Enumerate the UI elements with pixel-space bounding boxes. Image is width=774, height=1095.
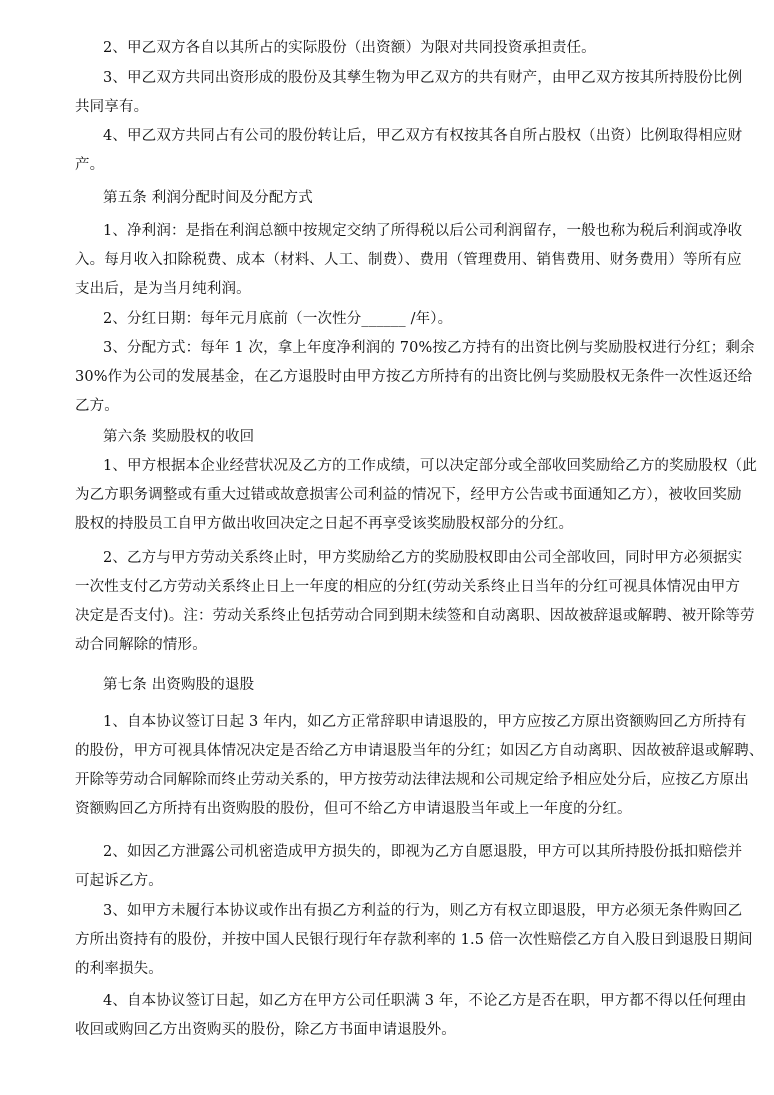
text-line: 共同享有。 — [75, 99, 149, 115]
text-line: 30%作为公司的发展基金，在乙方退股时由甲方按乙方所持有的出资比例与奖励股权无条件一次性返还给 — [75, 369, 753, 385]
text-line: 1、净利润：是指在利润总额中按规定交纳了所得税以后公司利润留存，一般也称为税后利润或净收 — [103, 223, 743, 239]
section-heading: 第六条 奖励股权的收回 — [103, 429, 255, 445]
text-line: 2、分红日期：每年元月底前（一次性分______ /年）。 — [103, 311, 453, 327]
text-line: 的股份，甲方可视具体情况决定是否给乙方申请退股当年的分红；如因乙方自动离职、因故被辞退或解聘、 — [75, 743, 764, 759]
text-line: 股权的持股员工自甲方做出收回决定之日起不再享受该奖励股权部分的分红。 — [75, 516, 574, 532]
text-line: 1、甲方根据本企业经营状况及乙方的工作成绩，可以决定部分或全部收回奖励给乙方的奖励股权（此 — [103, 458, 757, 474]
text-line: 资额购回乙方所持有出资购股的股份，但可不给乙方申请退股当年或上一年度的分红。 — [75, 801, 632, 817]
heading-clause-6 — [0, 423, 774, 452]
paragraph-clause-5-item-2 — [0, 305, 774, 334]
text-line: 动合同解除的情形。 — [75, 637, 207, 653]
paragraph-clause-4-item-4 — [0, 122, 774, 180]
text-line: 收回或购回乙方出资购买的股份，除乙方书面申请退股外。 — [75, 1022, 456, 1038]
text-line: 方所出资持有的股份，并按中国人民银行现行年存款利率的 1.5 倍一次性赔偿乙方自入股日到退股日期间 — [75, 932, 753, 948]
paragraph-clause-6-item-2 — [0, 544, 774, 660]
paragraph-clause-5-item-3 — [0, 334, 774, 421]
paragraph-clause-7-item-2 — [0, 838, 774, 896]
section-heading: 第五条 利润分配时间及分配方式 — [103, 190, 313, 206]
paragraph-clause-4-item-2 — [0, 34, 774, 63]
text-line: 入。每月收入扣除税费、成本（材料、人工、制费）、费用（管理费用、销售费用、财务费用）等所有应 — [75, 252, 742, 268]
text-line: 3、分配方式：每年 1 次，拿上年度净利润的 70%按乙方持有的出资比例与奖励股权进行分红；剩余 — [103, 340, 755, 356]
text-line: 1、自本协议签订日起 3 年内，如乙方正常辞职申请退股的，甲方应按乙方原出资额购回乙方所持有 — [103, 714, 747, 730]
text-line: 2、乙方与甲方劳动关系终止时，甲方奖励给乙方的奖励股权即由公司全部收回，同时甲方必须据实 — [103, 550, 743, 566]
paragraph-clause-5-item-1 — [0, 217, 774, 304]
paragraph-clause-7-item-1 — [0, 708, 774, 824]
text-line: 可起诉乙方。 — [75, 873, 163, 889]
heading-clause-5 — [0, 184, 774, 213]
section-heading: 第七条 出资购股的退股 — [103, 677, 255, 693]
text-line: 产。 — [75, 157, 105, 173]
text-line: 为乙方职务调整或有重大过错或故意损害公司利益的情况下，经甲方公告或书面通知乙方），被收回奖励 — [75, 487, 742, 503]
text-line: 支出后，是为当月纯利润。 — [75, 281, 251, 297]
paragraph-clause-4-item-3 — [0, 64, 774, 122]
text-line: 决定是否支付)。注：劳动关系终止包括劳动合同到期未续签和自动离职、因故被辞退或解聘、被开除等劳 — [75, 608, 755, 624]
paragraph-clause-7-item-3 — [0, 897, 774, 984]
text-line: 一次性支付乙方劳动关系终止日上一年度的相应的分红(劳动关系终止日当年的分红可视具体情况由甲方 — [75, 579, 741, 595]
text-line: 的利率损失。 — [75, 961, 163, 977]
paragraph-clause-6-item-1 — [0, 452, 774, 539]
text-line: 2、甲乙双方各自以其所占的实际股份（出资额）为限对共同投资承担责任。 — [103, 40, 596, 56]
text-line: 3、甲乙双方共同出资形成的股份及其孳生物为甲乙双方的共有财产，由甲乙双方按其所持股份比例 — [103, 70, 743, 86]
heading-clause-7 — [0, 671, 774, 700]
text-line: 4、自本协议签订日起，如乙方在甲方公司任职满 3 年，不论乙方是否在职，甲方都不得以任何理由 — [103, 993, 747, 1009]
paragraph-clause-7-item-4 — [0, 987, 774, 1045]
text-line: 乙方。 — [75, 398, 119, 414]
text-line: 3、如甲方未履行本协议或作出有损乙方利益的行为，则乙方有权立即退股，甲方必须无条件购回乙 — [103, 903, 743, 919]
text-line: 开除等劳动合同解除而终止劳动关系的，甲方按劳动法律法规和公司规定给予相应处分后，应按乙方原出 — [75, 772, 749, 788]
text-line: 4、甲乙双方共同占有公司的股份转让后，甲乙双方有权按其各自所占股权（出资）比例取得相应财 — [103, 128, 743, 144]
text-line: 2、如因乙方泄露公司机密造成甲方损失的，即视为乙方自愿退股，甲方可以其所持股份抵扣赔偿并 — [103, 844, 743, 860]
